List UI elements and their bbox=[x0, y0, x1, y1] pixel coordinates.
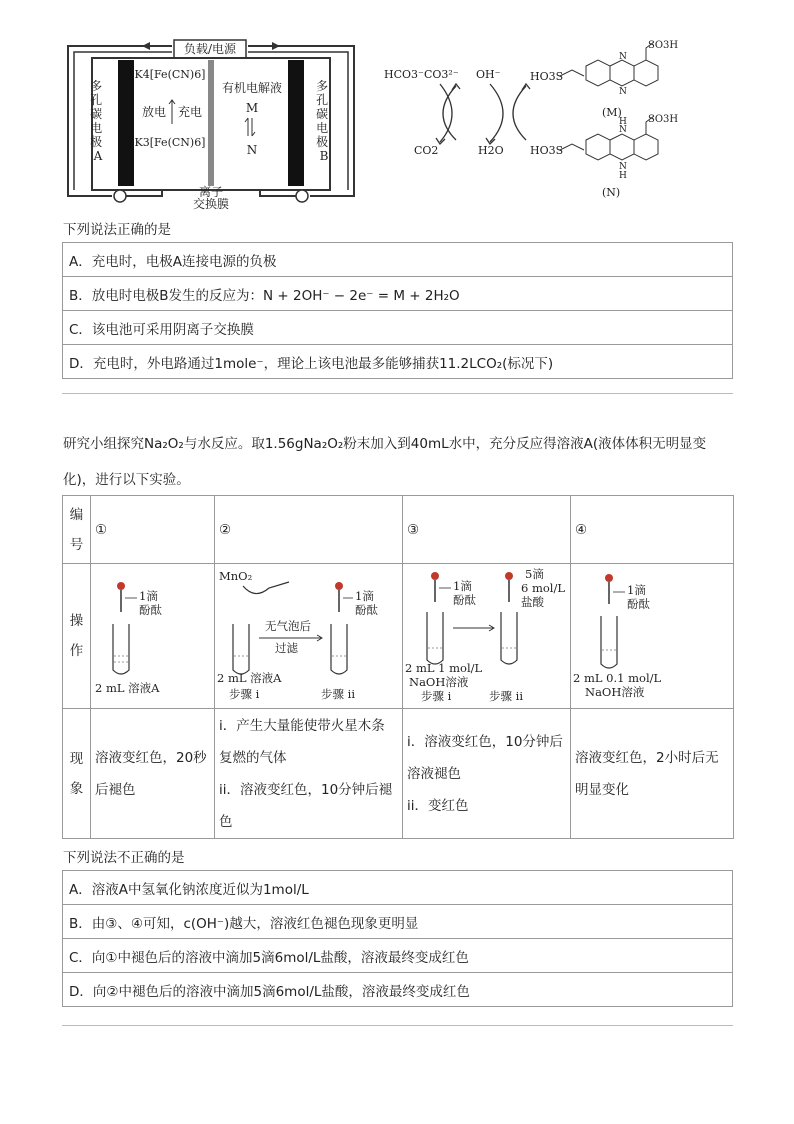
op2-sample: 2 mL 溶液A bbox=[217, 671, 282, 685]
svg-text:N: N bbox=[619, 87, 627, 97]
op2-apparatus bbox=[215, 564, 401, 704]
svg-text:酚酞: 酚酞 bbox=[627, 597, 650, 611]
op4-sample1: 2 mL 0.1 mol/L bbox=[573, 671, 662, 685]
co2-capture-scheme bbox=[380, 36, 692, 204]
load-power-label: 负载/电源 bbox=[183, 42, 237, 56]
q2-option-b[interactable]: B．由③、④可知，c(OH⁻)越大，溶液红色褪色现象更明显 bbox=[63, 905, 733, 939]
exp-number-3: ③ bbox=[403, 496, 571, 564]
co2-label: CO2 bbox=[414, 144, 439, 157]
obs-3: i．溶液变红色，10分钟后溶液褪色 ii．变红色 bbox=[403, 709, 571, 839]
q2-option-d[interactable]: D．向②中褪色后的溶液中滴加5滴6mol/L盐酸，溶液最终变成红色 bbox=[63, 973, 733, 1007]
q1-question: 下列说法正确的是 bbox=[63, 222, 171, 238]
op1-sample: 2 mL 溶液A bbox=[95, 681, 160, 695]
svg-text:N: N bbox=[619, 125, 627, 135]
n-h-top: H bbox=[619, 117, 627, 127]
svg-text:酚酞: 酚酞 bbox=[453, 593, 476, 607]
op4-sample2: NaOH溶液 bbox=[585, 685, 645, 699]
op3-sample2: NaOH溶液 bbox=[409, 675, 469, 689]
q2-options bbox=[62, 870, 733, 1007]
q1-option-a[interactable]: A．充电时，电极A连接电源的负极 bbox=[63, 243, 733, 277]
q2-option-a[interactable]: A．溶液A中氢氧化钠浓度近似为1mol/L bbox=[63, 871, 733, 905]
membrane-label-2: 交换膜 bbox=[192, 197, 230, 211]
svg-text:步骤 ii: 步骤 ii bbox=[489, 689, 524, 703]
op3-apparatus bbox=[403, 564, 569, 704]
svg-text:过滤: 过滤 bbox=[275, 641, 298, 655]
svg-text:步骤 i: 步骤 i bbox=[229, 687, 260, 701]
svg-text:酚酞: 酚酞 bbox=[355, 603, 378, 617]
svg-text:无气泡后: 无气泡后 bbox=[265, 619, 311, 633]
m-label: M bbox=[245, 101, 259, 115]
svg-text:1滴: 1滴 bbox=[627, 583, 646, 597]
q2-option-c[interactable]: C．向①中褪色后的溶液中滴加5滴6mol/L盐酸，溶液最终变成红色 bbox=[63, 939, 733, 973]
row-header-number: 编号 bbox=[63, 496, 91, 564]
svg-text:1滴: 1滴 bbox=[139, 589, 158, 603]
battery-diagram bbox=[62, 36, 362, 212]
divider bbox=[62, 393, 733, 394]
q1-option-d[interactable]: D．充电时，外电路通过1mole⁻，理论上该电池最多能够捕获11.2LCO₂(标况下) bbox=[63, 345, 733, 379]
svg-text:N: N bbox=[619, 52, 627, 62]
pump-right-icon bbox=[296, 190, 308, 202]
ion-exchange-membrane bbox=[208, 60, 214, 186]
m-ho3s: HO3S bbox=[530, 70, 564, 83]
divider-bottom bbox=[62, 1025, 733, 1026]
membrane-label-1: 离子 bbox=[198, 185, 224, 199]
n-label: N bbox=[246, 143, 258, 157]
svg-text:步骤 ii: 步骤 ii bbox=[321, 687, 356, 701]
electrode-b bbox=[288, 60, 304, 186]
n-so3h: SO3H bbox=[648, 114, 679, 125]
obs-1: 溶液变红色，20秒后褪色 bbox=[91, 709, 215, 839]
pump-left-icon bbox=[114, 190, 126, 202]
obs-2: i．产生大量能使带火星木条复燃的气体 ii．溶液变红色，10分钟后褪色 bbox=[215, 709, 403, 839]
svg-text:N: N bbox=[619, 162, 627, 172]
discharge-label: 放电 bbox=[141, 105, 167, 119]
svg-text:酚酞: 酚酞 bbox=[139, 603, 162, 617]
exp-number-2: ② bbox=[215, 496, 403, 564]
q1-option-b[interactable]: B．放电时电极B发生的反应为：N + 2OH⁻ − 2e⁻ = M + 2H₂O bbox=[63, 277, 733, 311]
left-electrode-char: 多 bbox=[90, 79, 103, 93]
right-electrode-char: 多 bbox=[316, 79, 329, 93]
exp-number-1: ① bbox=[91, 496, 215, 564]
h2o-label: H2O bbox=[478, 144, 504, 157]
oh-label: OH⁻ bbox=[476, 68, 501, 81]
svg-text:多 孔 碳 电 极: 多 孔 碳 电 极 A bbox=[90, 79, 103, 163]
m-caption: (M) bbox=[602, 106, 622, 119]
svg-text:多 孔 碳 电 极: 多 孔 碳 电 极 B bbox=[316, 79, 329, 163]
hco3-label: HCO3⁻ bbox=[384, 68, 424, 81]
op3-sample1: 2 mL 1 mol/L bbox=[405, 661, 483, 675]
svg-text:6 mol/L: 6 mol/L bbox=[521, 581, 565, 595]
q2-stem: 研究小组探究Na₂O₂与水反应。取1.56gNa₂O₂粉末加入到40mL水中，充分反应得溶液A(液体体积无明显变化)，进行以下实验。 bbox=[63, 436, 707, 488]
svg-text:5滴: 5滴 bbox=[525, 567, 544, 581]
row-header-operation: 操作 bbox=[63, 564, 91, 709]
m-so3h: SO3H bbox=[648, 40, 679, 51]
svg-text:MnO₂: MnO₂ bbox=[219, 569, 253, 583]
q2-question: 下列说法不正确的是 bbox=[63, 850, 185, 866]
k4-species: K4[Fe(CN)6] bbox=[134, 68, 206, 81]
experiment-table bbox=[62, 495, 734, 839]
q1-options bbox=[62, 242, 733, 379]
op1-apparatus bbox=[91, 564, 213, 704]
row-header-observation: 现象 bbox=[63, 709, 91, 839]
n-ho3s: HO3S bbox=[530, 144, 564, 157]
k3-species: K3[Fe(CN)6] bbox=[134, 136, 206, 149]
n-caption: (N) bbox=[602, 186, 621, 199]
svg-text:1滴: 1滴 bbox=[355, 589, 374, 603]
obs-4: 溶液变红色，2小时后无明显变化 bbox=[571, 709, 734, 839]
q1-option-c[interactable]: C．该电池可采用阴离子交换膜 bbox=[63, 311, 733, 345]
svg-text:盐酸: 盐酸 bbox=[521, 595, 544, 609]
charge-label: 充电 bbox=[177, 105, 203, 119]
electrolyte-label: 有机电解液 bbox=[221, 81, 283, 95]
op4-apparatus bbox=[571, 564, 731, 704]
svg-text:步骤 i: 步骤 i bbox=[421, 689, 452, 703]
exp-number-4: ④ bbox=[571, 496, 734, 564]
n-h-bottom: H bbox=[619, 171, 627, 181]
svg-text:1滴: 1滴 bbox=[453, 579, 472, 593]
co3-label: CO3²⁻ bbox=[424, 68, 459, 81]
electrode-a bbox=[118, 60, 134, 186]
